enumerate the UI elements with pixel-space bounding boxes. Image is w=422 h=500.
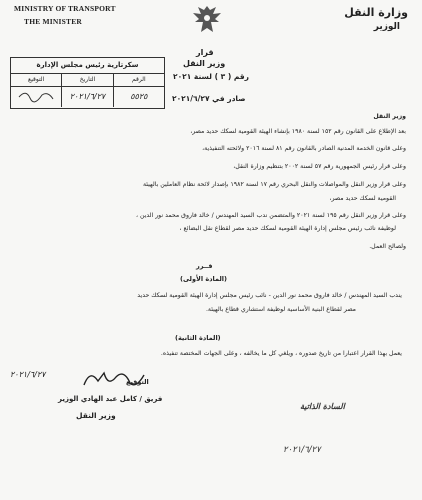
stamp-col-number: الرقم [113, 74, 164, 86]
clause-5-cont: لوظيفة نائب رئيس مجلس إدارة الهيئة القومية لسكك حديد مصر لقطاع نقل البضائع ، [179, 225, 396, 232]
ar-ministry-heading: وزارة النقل [344, 6, 408, 19]
stamp-title: سكرتارية رئيس مجلس الإدارة [11, 58, 164, 74]
article-1-line-2: مصر لقطاع البنية الأساسية لوظيفة استشاري قطاع بالهيئة. [205, 306, 356, 313]
receipt-note: السادة الذاتية [300, 402, 345, 411]
article-1-title: (المادة الأولى) [180, 275, 227, 283]
stamp-date-value: ٢٠٢١/٦/٢٧ [61, 87, 112, 107]
ar-minister-heading: الوزير [373, 22, 400, 32]
signature-label: التوقيع [126, 378, 149, 386]
eagle-emblem-icon [186, 2, 228, 36]
decree-heading: قــرر [196, 262, 213, 270]
clause-1: بعد الإطلاع على القانون رقم ١٥٢ لسنة ١٩٨٠ بإنشاء الهيئة القومية لسكك حديد مصر، [190, 128, 406, 135]
article-1-line-1: يندب السيد المهندس / خالد فاروق محمد نور الدين - نائب رئيس مجلس إدارة الهيئة القومية لسكك حديد [137, 292, 402, 299]
clause-2: وعلى قانون الخدمة المدنية الصادر بالقانون رقم ٨١ لسنة ٢٠١٦ ولائحته التنفيذية، [202, 145, 406, 152]
signatory-name: فريق / كامل عبد الهادي الوزير [58, 395, 163, 403]
clause-3: وعلى قرار رئيس الجمهورية رقم ٥٧ لسنة ٢٠٠٢ بتنظيم وزارة النقل، [233, 163, 406, 170]
decree-issuer: وزير النقل [183, 59, 226, 68]
en-minister-heading: THE MINISTER [24, 17, 83, 26]
minister-signature [78, 365, 148, 393]
incoming-stamp [10, 57, 165, 109]
article-2-text: يعمل بهذا القرار اعتبارا من تاريخ صدوره ، ويلغي كل ما يخالفه ، وعلى الجهات المختصة تنفيذه. [160, 350, 402, 357]
decree-number: رقم ( ٣ ) لسنة ٢٠٢١ [173, 72, 249, 81]
article-2-title: (المادة الثانية) [175, 334, 221, 342]
en-ministry-heading: MINISTRY OF TRANSPORT [14, 4, 116, 13]
decree-date: صادر في ٢٠٢١/٦/٢٧ [172, 94, 246, 103]
stamp-number-value: ٥٥٢٥ [113, 87, 164, 107]
signature-handwritten-date: ٢٠٢١/٦/٢٧ [10, 370, 46, 379]
receipt-date: ٢٠٢١/٦/٢٧ [283, 445, 321, 455]
preamble-intro: وزير النقل [373, 113, 406, 120]
stamp-col-sign: التوقيع [28, 76, 45, 83]
clause-5: وعلى قرار وزير النقل رقم ١٩٥ لسنة ٢٠٢١ والمتضمن ندب السيد المهندس / خالد فاروق محمد نور الدين ، [135, 212, 406, 219]
clause-4: وعلى قرار وزير النقل والمواصلات والنقل البحري رقم ١٧ لسنة ١٩٨٢ بإصدار لائحة نظام العاملين بالهيئة [142, 181, 406, 188]
clause-6: ولصالح العمل. [369, 243, 406, 250]
clause-4-cont: القومية لسكك حديد مصر، [329, 195, 396, 202]
signatory-title: وزير النقل [76, 411, 116, 420]
stamp-signature-scribble [11, 87, 61, 107]
decree-label: قرار [196, 48, 214, 57]
stamp-col-date: التاريخ [61, 74, 112, 86]
